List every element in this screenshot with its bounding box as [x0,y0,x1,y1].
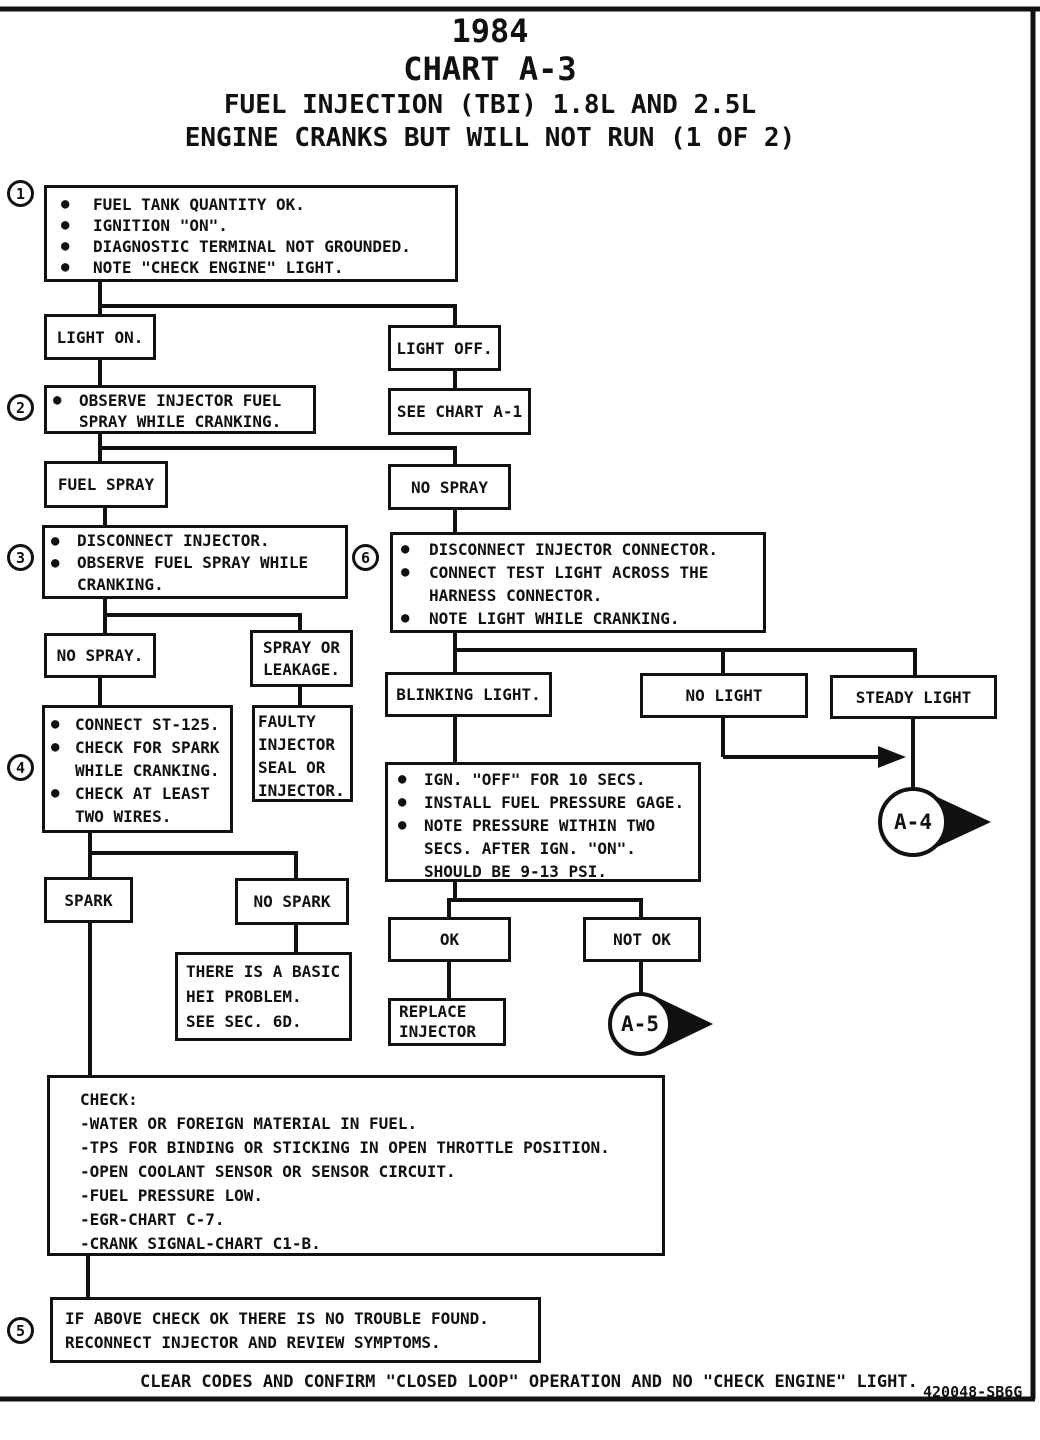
step-badge-4: 4 [7,754,34,781]
step6-item: DISCONNECT INJECTOR CONNECTOR. [429,540,718,559]
bullet-icon: ● [401,564,410,580]
step2-item: OBSERVE INJECTOR FUEL SPRAY WHILE CRANKING. [79,391,282,431]
pressure-item: INSTALL FUEL PRESSURE GAGE. [424,793,685,812]
step-badge-6: 6 [352,544,379,571]
check-list-box [47,1075,665,1256]
pressure-item: IGN. "OFF" FOR 10 SECS. [424,770,646,789]
arrowhead-right-icon [878,746,906,768]
bullet-icon: ● [401,610,410,626]
bullet-icon: ● [401,541,410,557]
bullet-icon: ● [51,716,60,732]
step-badge-1: 1 [7,180,34,207]
title-chart: CHART A-3 [403,50,577,88]
fuel-spray-box: FUEL SPRAY [44,461,168,508]
bullet-icon: ● [61,196,70,212]
light-on-box: LIGHT ON. [44,314,156,360]
spray-or-leakage-box [250,630,353,687]
step1-item: NOTE "CHECK ENGINE" LIGHT. [93,258,344,277]
bullet-icon: ● [61,238,70,254]
replace-injector-box: REPLACE INJECTOR [388,998,506,1046]
step4-item: CHECK FOR SPARK WHILE CRANKING. [75,738,220,780]
step-badge-5: 5 [7,1317,34,1344]
title-year: 1984 [451,12,529,50]
step1-item: DIAGNOSTIC TERMINAL NOT GROUNDED. [93,237,411,256]
step3-box [42,525,348,599]
step6-box [390,532,766,633]
check-item: -WATER OR FOREIGN MATERIAL IN FUEL. [80,1114,418,1133]
spray-leakage-line: LEAKAGE. [262,659,341,679]
bullet-icon: ● [51,785,60,801]
no-spray-right-box: NO SPRAY [388,464,511,510]
spark-box: SPARK [44,877,133,923]
bullet-icon: ● [398,794,407,810]
a5-flag-label: A-5 [621,1012,659,1036]
bullet-icon: ● [51,555,60,571]
bullet-icon: ● [61,217,70,233]
step6-item: NOTE LIGHT WHILE CRANKING. [429,609,680,628]
hei-problem-box [175,952,352,1041]
steady-light-box: STEADY LIGHT [830,675,997,719]
ok-box: OK [388,917,511,962]
bullet-icon: ● [398,817,407,833]
blinking-light-box: BLINKING LIGHT. [385,672,552,717]
see-chart-a1-box: SEE CHART A-1 [388,388,531,435]
bullet-icon: ● [53,392,62,408]
check-item: -EGR-CHART C-7. [80,1210,225,1229]
step4-item: CHECK AT LEAST TWO WIRES. [75,784,210,826]
title-subtitle-1: FUEL INJECTION (TBI) 1.8L AND 2.5L [223,90,757,120]
step4-box [42,705,233,833]
check-item: -CRANK SIGNAL-CHART C1-B. [80,1234,321,1253]
hei-line: SEE SEC. 6D. [186,1012,302,1031]
title-subtitle-2: ENGINE CRANKS BUT WILL NOT RUN (1 OF 2) [184,123,796,153]
footer-note: CLEAR CODES AND CONFIRM "CLOSED LOOP" OPERATION AND NO "CHECK ENGINE" LIGHT. [140,1372,918,1392]
check-item: -TPS FOR BINDING OR STICKING IN OPEN THROTTLE POSITION. [80,1138,610,1157]
step-badge-3: 3 [7,544,34,571]
doc-code: 420048-SB6G [923,1383,1023,1401]
not-ok-box: NOT OK [583,917,701,962]
fuel-pressure-box [385,762,701,882]
step2-box [44,385,316,434]
bullet-icon: ● [51,533,60,549]
no-spark-box: NO SPARK [235,878,349,925]
light-off-box: LIGHT OFF. [388,325,501,371]
hei-line: THERE IS A BASIC HEI PROBLEM. [186,962,341,1006]
check-title: CHECK: [80,1090,138,1109]
step4-item: CONNECT ST-125. [75,715,220,734]
spray-leakage-line: SPRAY OR [262,637,341,657]
bullet-icon: ● [51,739,60,755]
step1-item: FUEL TANK QUANTITY OK. [93,195,305,214]
check-item: -FUEL PRESSURE LOW. [80,1186,264,1205]
pressure-item: NOTE PRESSURE WITHIN TWO SECS. AFTER IGN. "ON". SHOULD BE 9-13 PSI. [424,816,656,881]
step1-item: IGNITION "ON". [93,216,228,235]
check-item: -OPEN COOLANT SENSOR OR SENSOR CIRCUIT. [80,1162,456,1181]
a4-flag-label: A-4 [894,810,932,834]
step5-box: IF ABOVE CHECK OK THERE IS NO TROUBLE FOUND. RECONNECT INJECTOR AND REVIEW SYMPTOMS. [50,1297,541,1363]
no-spray-left-box: NO SPRAY. [44,633,156,678]
faulty-injector-box: FAULTY INJECTOR SEAL OR INJECTOR. [252,705,353,802]
step-badge-2: 2 [7,394,34,421]
step1-box [44,185,458,282]
step6-item: CONNECT TEST LIGHT ACROSS THE HARNESS CONNECTOR. [429,563,709,605]
no-light-box: NO LIGHT [640,673,808,718]
step3-item: DISCONNECT INJECTOR. [77,531,270,550]
bullet-icon: ● [398,771,407,787]
step3-item: OBSERVE FUEL SPRAY WHILE CRANKING. [77,553,309,594]
bullet-icon: ● [61,259,70,275]
